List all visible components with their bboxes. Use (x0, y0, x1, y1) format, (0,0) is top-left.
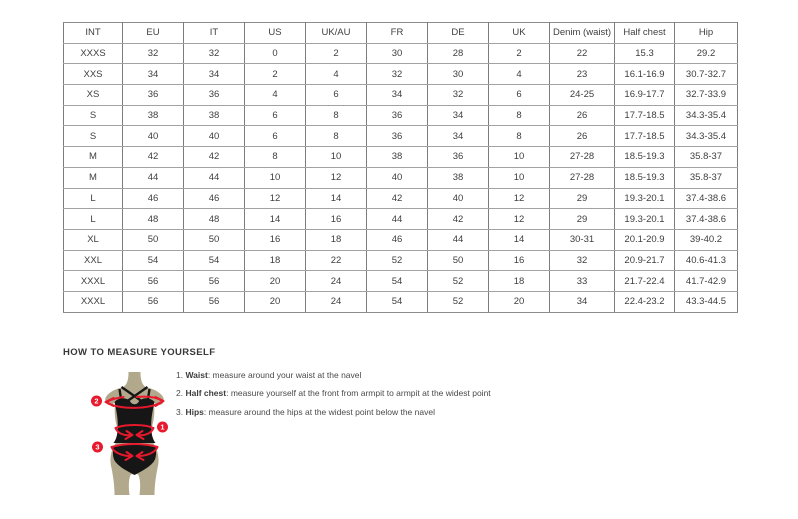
column-header-us: US (245, 23, 306, 44)
size-cell: 10 (489, 147, 550, 168)
size-cell: XXXL (64, 271, 123, 292)
size-cell: 32 (123, 43, 184, 64)
size-cell: 38 (428, 167, 489, 188)
size-cell: 52 (367, 250, 428, 271)
table-row (64, 271, 738, 292)
size-cell: 4 (245, 85, 306, 106)
size-cell: 4 (489, 64, 550, 85)
size-cell: 54 (184, 250, 245, 271)
size-cell: 18.5-19.3 (615, 167, 675, 188)
size-cell: 38 (367, 147, 428, 168)
badge-half-chest (91, 396, 102, 407)
size-cell: 32 (550, 250, 615, 271)
table-row (64, 147, 738, 168)
badge-half-chest-number: 2 (94, 396, 99, 406)
size-cell: 12 (306, 167, 367, 188)
header-row (64, 23, 738, 44)
size-cell: 8 (489, 105, 550, 126)
size-cell: 18.5-19.3 (615, 147, 675, 168)
size-cell: 46 (367, 229, 428, 250)
column-header-int: INT (64, 23, 123, 44)
size-cell: 37.4-38.6 (675, 209, 738, 230)
size-cell: 26 (550, 126, 615, 147)
size-cell: 54 (367, 291, 428, 312)
size-cell: 14 (245, 209, 306, 230)
size-cell: 40 (123, 126, 184, 147)
size-cell: 30 (428, 64, 489, 85)
badge-waist-number: 1 (160, 422, 165, 432)
size-cell: M (64, 167, 123, 188)
table-row (64, 229, 738, 250)
size-cell: 29.2 (675, 43, 738, 64)
size-cell: 30-31 (550, 229, 615, 250)
size-cell: 42 (123, 147, 184, 168)
size-cell: 37.4-38.6 (675, 188, 738, 209)
size-cell: XXL (64, 250, 123, 271)
swimsuit-top (114, 398, 156, 443)
size-cell: XXXS (64, 43, 123, 64)
size-cell: 28 (428, 43, 489, 64)
size-cell: 15.3 (615, 43, 675, 64)
size-cell: 40.6-41.3 (675, 250, 738, 271)
size-cell: 12 (245, 188, 306, 209)
size-cell: 30.7-32.7 (675, 64, 738, 85)
size-cell: 16 (489, 250, 550, 271)
size-cell: 42 (184, 147, 245, 168)
size-cell: 35.8-37 (675, 167, 738, 188)
size-cell: 34 (123, 64, 184, 85)
size-cell: 46 (123, 188, 184, 209)
size-cell: 44 (184, 167, 245, 188)
size-cell: XXXL (64, 291, 123, 312)
size-cell: 50 (184, 229, 245, 250)
size-cell: 6 (245, 126, 306, 147)
size-cell: M (64, 147, 123, 168)
size-cell: 34 (367, 85, 428, 106)
size-cell: XL (64, 229, 123, 250)
size-cell: 43.3-44.5 (675, 291, 738, 312)
table-row (64, 188, 738, 209)
size-cell: 20.9-21.7 (615, 250, 675, 271)
size-cell: 2 (245, 64, 306, 85)
size-cell: 22 (550, 43, 615, 64)
mannequin-illustration (84, 371, 185, 497)
size-cell: 40 (428, 188, 489, 209)
size-cell: 26 (550, 105, 615, 126)
size-cell: 14 (489, 229, 550, 250)
size-cell: 29 (550, 188, 615, 209)
size-cell: 48 (123, 209, 184, 230)
size-cell: 6 (245, 105, 306, 126)
size-chart-table (63, 22, 738, 313)
size-cell: 33 (550, 271, 615, 292)
size-cell: 56 (123, 291, 184, 312)
size-cell: 22.4-23.2 (615, 291, 675, 312)
size-cell: 32 (184, 43, 245, 64)
table-row (64, 85, 738, 106)
size-cell: L (64, 209, 123, 230)
size-cell: 23 (550, 64, 615, 85)
size-cell: 4 (306, 64, 367, 85)
size-cell: 8 (306, 126, 367, 147)
size-cell: S (64, 105, 123, 126)
size-cell: 27-28 (550, 167, 615, 188)
size-cell: 32.7-33.9 (675, 85, 738, 106)
size-cell: 16.9-17.7 (615, 85, 675, 106)
column-header-hip: Hip (675, 23, 738, 44)
size-cell: 6 (306, 85, 367, 106)
size-cell: 36 (367, 126, 428, 147)
size-cell: 12 (489, 188, 550, 209)
size-cell: 10 (306, 147, 367, 168)
size-cell: 35.8-37 (675, 147, 738, 168)
size-cell: 10 (245, 167, 306, 188)
badge-waist (157, 422, 168, 433)
size-cell: 17.7-18.5 (615, 105, 675, 126)
size-cell: 6 (489, 85, 550, 106)
measure-step (176, 370, 536, 380)
size-cell: 40 (367, 167, 428, 188)
size-cell: 21.7-22.4 (615, 271, 675, 292)
column-header-uk-au: UK/AU (306, 23, 367, 44)
size-cell: 50 (428, 250, 489, 271)
size-cell: 54 (367, 271, 428, 292)
size-cell: 0 (245, 43, 306, 64)
step-label: Waist (185, 370, 208, 380)
measure-step (176, 388, 536, 398)
size-cell: 42 (428, 209, 489, 230)
size-cell: 17.7-18.5 (615, 126, 675, 147)
size-cell: 34 (550, 291, 615, 312)
table-row (64, 126, 738, 147)
size-cell: 8 (245, 147, 306, 168)
step-text: : measure around your waist at the navel (207, 370, 362, 380)
size-cell: 46 (184, 188, 245, 209)
table-row (64, 105, 738, 126)
step-number: 1. (176, 370, 184, 380)
size-cell: 16 (245, 229, 306, 250)
column-header-half-chest: Half chest (615, 23, 675, 44)
table-row (64, 209, 738, 230)
step-label: Hips (185, 406, 204, 417)
step-text: : measure yourself at the front from armpit to armpit at the widest point (226, 388, 491, 399)
size-cell: 34.3-35.4 (675, 105, 738, 126)
size-cell: 20.1-20.9 (615, 229, 675, 250)
size-cell: 34 (428, 105, 489, 126)
size-cell: 56 (184, 291, 245, 312)
size-cell: 39-40.2 (675, 229, 738, 250)
table-row (64, 291, 738, 312)
column-header-de: DE (428, 23, 489, 44)
table-row (64, 250, 738, 271)
table-row (64, 64, 738, 85)
measure-step (176, 407, 536, 417)
column-header-uk: UK (489, 23, 550, 44)
size-chart-section (63, 22, 738, 313)
step-label: Half chest (185, 388, 227, 399)
column-header-it: IT (184, 23, 245, 44)
size-cell: 19.3-20.1 (615, 209, 675, 230)
size-cell: S (64, 126, 123, 147)
size-cell: 41.7-42.9 (675, 271, 738, 292)
size-cell: 18 (306, 229, 367, 250)
badge-hips (92, 442, 103, 453)
size-cell: 36 (184, 85, 245, 106)
size-cell: XXS (64, 64, 123, 85)
column-header-denim-waist-: Denim (waist) (550, 23, 615, 44)
step-number: 3. (176, 406, 184, 417)
size-cell: 29 (550, 209, 615, 230)
badge-hips-number: 3 (95, 442, 100, 452)
size-cell: 52 (428, 291, 489, 312)
size-cell: 16 (306, 209, 367, 230)
size-cell: 42 (367, 188, 428, 209)
size-cell: 16.1-16.9 (615, 64, 675, 85)
size-cell: 44 (428, 229, 489, 250)
size-cell: 20 (245, 271, 306, 292)
size-cell: L (64, 188, 123, 209)
column-header-eu: EU (123, 23, 184, 44)
size-cell: 38 (184, 105, 245, 126)
size-cell: 2 (489, 43, 550, 64)
size-cell: 32 (428, 85, 489, 106)
size-cell: 24 (306, 271, 367, 292)
size-cell: 52 (428, 271, 489, 292)
size-cell: 56 (123, 271, 184, 292)
size-cell: 24 (306, 291, 367, 312)
size-cell: 56 (184, 271, 245, 292)
size-cell: 32 (367, 64, 428, 85)
size-cell: XS (64, 85, 123, 106)
size-cell: 10 (489, 167, 550, 188)
size-cell: 34.3-35.4 (675, 126, 738, 147)
table-row (64, 43, 738, 64)
size-cell: 38 (123, 105, 184, 126)
size-cell: 20 (489, 291, 550, 312)
table-row (64, 167, 738, 188)
size-cell: 20 (245, 291, 306, 312)
measurement-figure (84, 371, 185, 497)
column-header-fr: FR (367, 23, 428, 44)
size-cell: 36 (428, 147, 489, 168)
size-cell: 12 (489, 209, 550, 230)
size-cell: 44 (367, 209, 428, 230)
size-cell: 22 (306, 250, 367, 271)
step-number: 2. (176, 388, 184, 399)
measure-section-title: HOW TO MEASURE YOURSELF (63, 347, 216, 358)
size-cell: 30 (367, 43, 428, 64)
size-cell: 48 (184, 209, 245, 230)
size-cell: 40 (184, 126, 245, 147)
measure-instructions (176, 370, 536, 425)
size-cell: 34 (184, 64, 245, 85)
size-cell: 36 (367, 105, 428, 126)
size-cell: 50 (123, 229, 184, 250)
size-cell: 19.3-20.1 (615, 188, 675, 209)
size-cell: 14 (306, 188, 367, 209)
size-cell: 18 (245, 250, 306, 271)
size-cell: 8 (489, 126, 550, 147)
step-text: : measure around the hips at the widest point below the navel (203, 406, 435, 417)
size-cell: 18 (489, 271, 550, 292)
size-cell: 2 (306, 43, 367, 64)
size-cell: 36 (123, 85, 184, 106)
size-cell: 8 (306, 105, 367, 126)
size-cell: 27-28 (550, 147, 615, 168)
size-cell: 24-25 (550, 85, 615, 106)
size-cell: 54 (123, 250, 184, 271)
size-cell: 34 (428, 126, 489, 147)
size-cell: 44 (123, 167, 184, 188)
